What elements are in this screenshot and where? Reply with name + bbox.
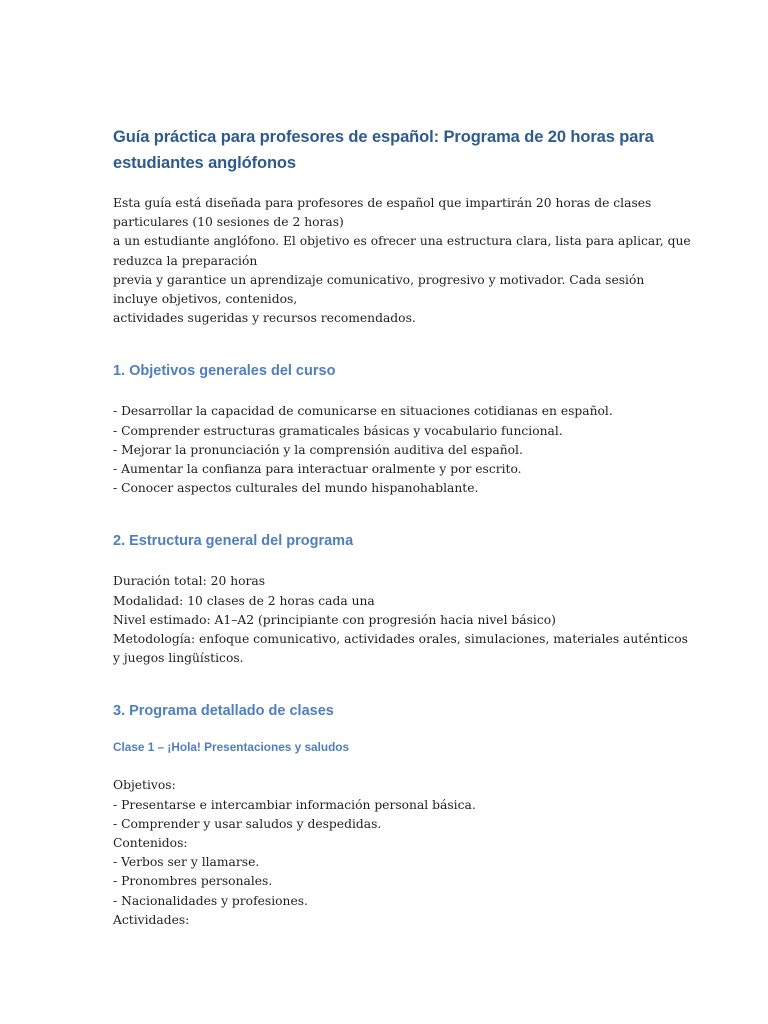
section-heading-programa: 3. Programa detallado de clases: [113, 703, 334, 720]
list-item: - Presentarse e intercambiar información personal básica.: [113, 797, 476, 812]
intro-line: a un estudiante anglófono. El objetivo es ofrecer una estructura clara, lista para aplicar, que: [113, 234, 691, 249]
list-item: - Desarrollar la capacidad de comunicarse en situaciones cotidianas en español.: [113, 404, 613, 419]
intro-paragraph: [113, 194, 691, 328]
paragraph-line: Metodología: enfoque comunicativo, actividades orales, simulaciones, materiales auténticos: [113, 632, 688, 647]
section-heading-objetivos: 1. Objetivos generales del curso: [113, 363, 336, 380]
class-heading-clase-1: Clase 1 – ¡Hola! Presentaciones y saludos: [113, 740, 350, 755]
objetivos-list: [113, 402, 658, 498]
paragraph-line: Nivel estimado: A1–A2 (principiante con progresión hacia nivel básico): [113, 612, 556, 627]
list-item: - Aumentar la confianza para interactuar oralmente y por escrito.: [113, 462, 522, 477]
list-item: - Pronombres personales.: [113, 874, 273, 889]
paragraph-line: Contenidos:: [113, 836, 188, 851]
list-item: - Comprender estructuras gramaticales básicas y vocabulario funcional.: [113, 423, 563, 438]
document-title: [113, 124, 658, 176]
list-item: - Comprender y usar saludos y despedidas.: [113, 816, 382, 831]
intro-line: previa y garantice un aprendizaje comunicativo, progresivo y motivador. Cada sesión: [113, 272, 645, 287]
list-item: - Mejorar la pronunciación y la comprensión auditiva del español.: [113, 442, 523, 457]
estructura-paragraph: [113, 572, 688, 668]
paragraph-line: Modalidad: 10 clases de 2 horas cada una: [113, 593, 375, 608]
section-heading-estructura: 2. Estructura general del programa: [113, 533, 354, 550]
document-page: [113, 124, 691, 930]
paragraph-line: Duración total: 20 horas: [113, 574, 266, 589]
intro-line: actividades sugeridas y recursos recomendados.: [113, 311, 416, 326]
intro-line: incluye objetivos, contenidos,: [113, 292, 298, 307]
clase-1-body: [113, 776, 658, 930]
paragraph-line: y juegos lingüísticos.: [113, 651, 244, 666]
paragraph-line: Objetivos:: [113, 778, 176, 793]
intro-line: particulares (10 sesiones de 2 horas): [113, 215, 344, 230]
list-item: - Conocer aspectos culturales del mundo hispanohablante.: [113, 481, 479, 496]
list-item: - Nacionalidades y profesiones.: [113, 893, 308, 908]
paragraph-line: Actividades:: [113, 912, 190, 927]
title-line: estudiantes anglófonos: [113, 154, 296, 172]
title-line: Guía práctica para profesores de español: Programa de 20 horas para: [113, 128, 654, 146]
list-item: - Verbos ser y llamarse.: [113, 855, 260, 870]
intro-line: Esta guía está diseñada para profesores de español que impartirán 20 horas de clases: [113, 196, 652, 210]
intro-line: reduzca la preparación: [113, 253, 258, 268]
